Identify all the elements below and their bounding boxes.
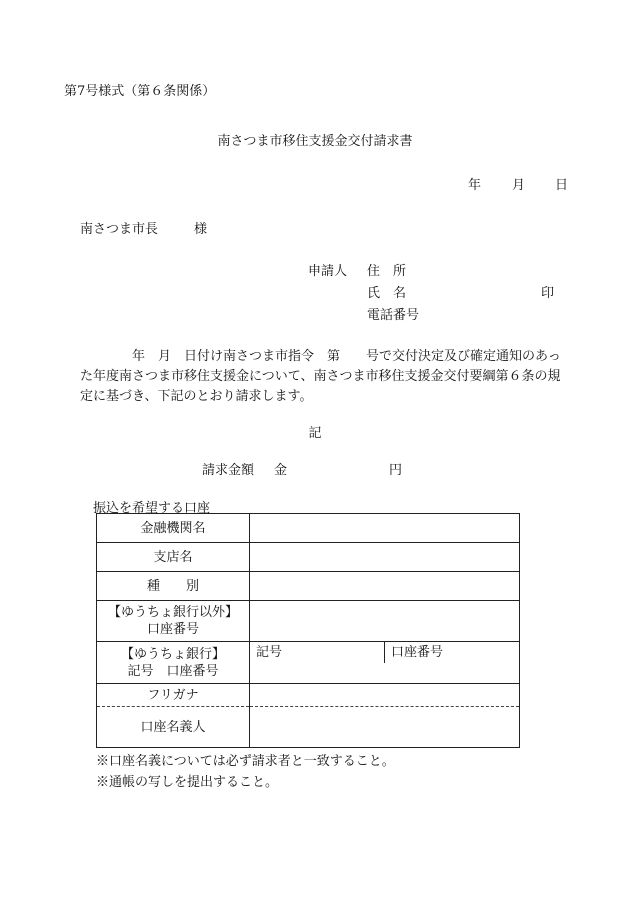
table-row [97,684,520,707]
yucho-split [250,642,519,663]
address-label: 住 所 [367,264,407,279]
yucho-label-line1: 【ゆうちょ銀行】 [120,646,225,662]
yucho-label [97,642,250,684]
bank-account-table [96,513,520,748]
amount-label: 請求金額 [202,463,255,478]
table-row [97,707,520,748]
table-row [97,572,520,601]
name-label: 氏 名 [367,286,407,301]
yucho-label-line2: 記号 口座番号 [127,663,219,679]
amount-prefix: 金 [274,463,288,478]
form-number: 第7号様式（第６条関係） [64,84,216,99]
table-row [97,642,520,684]
applicant-label: 申請人 [308,264,348,279]
account-holder-label: 口座名義人 [97,707,250,748]
addressee-name: 南さつま市長 [80,222,159,237]
branch-label: 支店名 [97,543,250,572]
date-year-label: 年 [468,178,482,193]
table-row [97,543,520,572]
account-holder-cell[interactable] [250,707,520,748]
addressee-honorific: 様 [194,222,208,237]
amount-unit: 円 [389,463,403,478]
non-yucho-label [97,601,250,642]
seal-mark: 印 [541,286,555,301]
furigana-label: フリガナ [97,684,250,707]
yucho-number-label: 口座番号 [391,645,444,660]
phone-label: 電話番号 [367,308,420,323]
non-yucho-account-cell[interactable] [250,601,520,642]
note-2: ※通帳の写しを提出すること。 [96,775,279,790]
non-yucho-label-line2: 口座番号 [146,622,199,637]
document-title: 南さつま市移住支援金交付請求書 [217,134,413,149]
non-yucho-label-line1: 【ゆうちょ銀行以外】 [107,605,238,620]
yucho-kigou-label: 記号 [256,645,283,660]
bank-name-cell[interactable] [250,514,520,543]
furigana-cell[interactable] [250,684,520,707]
date-month-label: 月 [512,178,526,193]
yucho-account-cell [250,642,520,684]
branch-cell[interactable] [250,543,520,572]
yucho-kigou-field[interactable] [250,642,385,663]
table-row [97,514,520,543]
yucho-number-field[interactable] [385,642,519,663]
note-1: ※口座名義については必ず請求者と一致すること。 [96,754,395,769]
body-paragraph: 年 月 日付け南さつま市指令 第 号で交付決定及び確定通知のあった年度南さつま市移住支援金について、南さつま市移住支援金交付要綱第６条の規定に基づき、下記のとおり請求します。 [80,349,561,404]
ki-heading: 記 [308,426,322,441]
account-type-label: 種 別 [97,572,250,601]
bank-name-label: 金融機関名 [97,514,250,543]
date-day-label: 日 [555,178,569,193]
table-row [97,601,520,642]
account-type-cell[interactable] [250,572,520,601]
bank-table-caption: 振込を希望する口座 [93,501,211,516]
